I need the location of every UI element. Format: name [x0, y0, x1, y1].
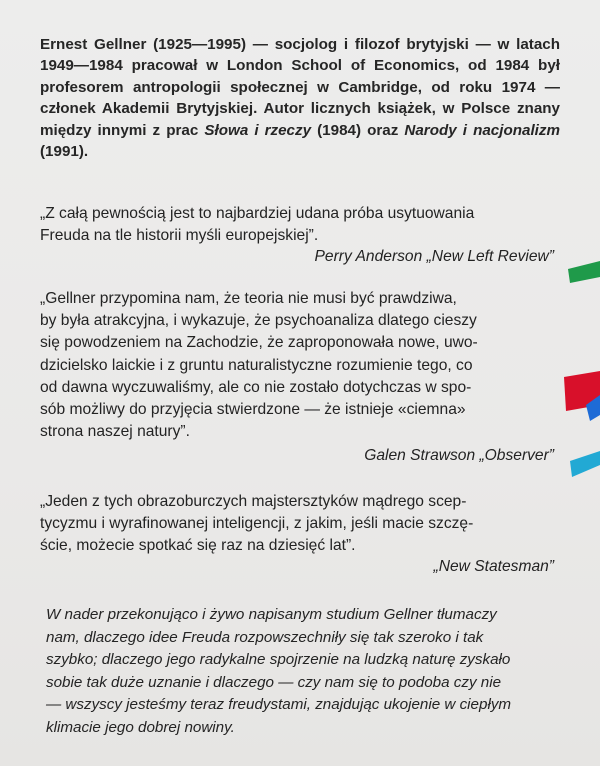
bio-text-2: (1984) oraz — [311, 121, 405, 139]
summary-line: W nader przekonująco i żywo napisanym studium Gellner tłumaczy — [46, 606, 497, 623]
quote-line: od dawna wyczuwaliśmy, ale co nie zostało dotychczas w spo- — [40, 378, 472, 396]
quote-line: by była atrakcyjna, i wykazuje, że psychoanaliza dlatego cieszy — [40, 312, 477, 330]
quote-line: Freuda na tle historii myśli europejskiej”. — [40, 227, 319, 245]
cyan-stripe — [570, 451, 600, 477]
summary-line: klimacie jego dobrej nowiny. — [46, 718, 235, 736]
quote-attribution-new-statesman: „New Statesman” — [433, 558, 554, 575]
review-quote-strawson — [40, 288, 556, 443]
book-title-slowa-i-rzeczy: Słowa i rzeczy — [204, 121, 312, 139]
quote-line: „Z całą pewnością jest to najbardziej udana próba usytuowania — [40, 205, 475, 222]
quote-line: się powodzeniem na Zachodzie, że zaproponowała nowe, uwo- — [40, 334, 478, 352]
quote-line: strona naszej natury”. — [40, 423, 190, 441]
review-quote-new-statesman — [40, 491, 556, 558]
quote-attribution-anderson: Perry Anderson „New Left Review” — [314, 248, 554, 265]
green-stripe — [568, 261, 600, 283]
summary-line: nam, dlaczego idee Freuda rozpowszechniły się tak szeroko i tak — [46, 628, 484, 646]
summary-line: — wszyscy jesteśmy teraz freudystami, znajdując ukojenie w ciepłym — [46, 696, 512, 714]
book-title-narody-i-nacjonalizm: Narody i nacjonalizm — [404, 121, 560, 139]
review-quote-anderson — [40, 203, 556, 247]
quote-line: „Gellner przypomina nam, że teoria nie musi być prawdziwa, — [40, 290, 457, 307]
book-summary — [46, 604, 556, 740]
quote-line: ście, możecie spotkać się raz na dziesięć lat”. — [40, 537, 356, 555]
quote-attribution-strawson: Galen Strawson „Observer” — [364, 447, 554, 464]
quote-line: sób możliwy do przyjęcia stwierdzone — że istnieje «ciemna» — [40, 401, 466, 419]
author-bio — [40, 34, 560, 162]
quote-line: „Jeden z tych obrazoburczych majstersztyków mądrego scep- — [40, 493, 467, 510]
summary-line: szybko; dlaczego jego radykalne spojrzenie na ludzką naturę zyskało — [46, 651, 511, 669]
quote-line: dzicielsko laickie i z gruntu naturalistyczne rozumienie tego, co — [40, 356, 473, 374]
decorative-color-stripes — [560, 255, 600, 495]
bio-text-3: (1991). — [40, 143, 89, 161]
quote-line: tycyzmu i wyrafinowanej inteligencji, z jakim, jeśli macie szczę- — [40, 515, 474, 533]
bio-text-1: Ernest Gellner (1925—1995) — socjolog i filozof brytyjski — w latach 1949—1984 pracował w London School of Economics, od 1984 był profesorem antropologii społecznej w Cambridge, od roku 1974 — członek Akademii Brytyjskiej. Autor licznych książek, w Polsce znany między innymi z prac — [40, 36, 560, 139]
summary-line: sobie tak duże uznanie i dlaczego — czy nam się to podoba czy nie — [46, 673, 502, 691]
